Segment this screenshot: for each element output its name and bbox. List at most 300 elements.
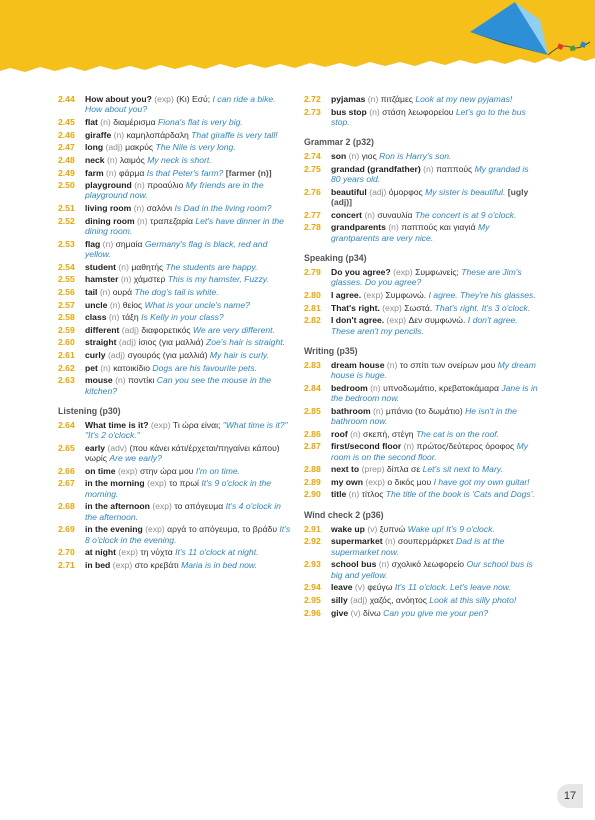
section-heading: Grammar 2 (p32) (304, 137, 374, 148)
vocabulary-entry (304, 164, 540, 185)
entry-word: different (85, 324, 120, 335)
entry-word: give (331, 607, 349, 618)
entry-word: tail (85, 286, 98, 297)
vocabulary-entry (58, 375, 294, 396)
vocabulary-entry (304, 187, 540, 208)
entry-example: I don't agree. These aren't my pencils. (331, 315, 518, 336)
entry-body (85, 142, 294, 152)
entry-translation: τίτλος (361, 489, 384, 500)
entry-body (331, 94, 540, 104)
entry-part-of-speech: (n) (118, 261, 129, 272)
entry-number: 2.91 (304, 523, 321, 534)
left-column (58, 94, 294, 573)
entry-body (85, 547, 294, 557)
entry-part-of-speech: (adj) (105, 142, 123, 153)
entry-example: Look at my new pyjamas! (415, 94, 513, 104)
vocabulary-entry (304, 360, 540, 381)
entry-word: farm (85, 167, 104, 178)
entry-example: My dream house is huge. (331, 359, 536, 381)
entry-translation: στο κρεβάτι (134, 559, 179, 570)
entry-number: 2.48 (58, 154, 75, 165)
right-column (304, 94, 540, 620)
vocabulary-entry (304, 94, 540, 104)
entry-number: 2.90 (304, 489, 321, 500)
entry-example: That's right. It's 3 o'clock. (434, 302, 531, 313)
entry-example: It's 8 o'clock in the evening. (85, 524, 291, 545)
entry-translation: ποντίκι (128, 375, 155, 386)
entry-translation: τη νύχτα (140, 547, 173, 558)
entry-body (85, 466, 294, 476)
entry-word: mouse (85, 375, 113, 386)
entry-word: pet (85, 362, 98, 373)
entry-word: uncle (85, 299, 108, 310)
vocabulary-entry (304, 210, 540, 220)
vocabulary-entry (58, 300, 294, 310)
entry-number: 2.74 (304, 151, 321, 162)
vocabulary-entry (58, 524, 294, 545)
entry-number: 2.85 (304, 405, 321, 416)
section-heading: Listening (p30) (58, 405, 121, 416)
entry-example: Our school bus is big and yellow. (331, 559, 533, 580)
page-number: 17 (557, 784, 583, 808)
entry-word: wake up (331, 523, 365, 534)
entry-body (331, 383, 540, 404)
entry-body (85, 560, 294, 570)
entry-word: class (85, 312, 107, 323)
entry-word: in the evening (85, 524, 143, 535)
entry-word: in the afternoon (85, 501, 150, 512)
vocabulary-entry (58, 142, 294, 152)
entry-translation: μακρύς (125, 142, 154, 153)
entry-translation: φάρμα (118, 167, 145, 178)
entry-example: Germany's flag is black, red and yellow. (85, 238, 268, 259)
entry-body (331, 477, 540, 487)
entry-translation: σαλόνι (146, 203, 173, 214)
vocabulary-entry (58, 337, 294, 347)
vocabulary-entry (304, 582, 540, 592)
entry-part-of-speech: (n) (133, 203, 145, 214)
entry-body (331, 595, 540, 605)
vocabulary-entry (58, 216, 294, 237)
entry-example: The students are happy. (165, 261, 258, 272)
entry-example: Let's have dinner in the dining room. (85, 215, 284, 237)
entry-example: My sister is beautiful. (425, 186, 506, 197)
entry-number: 2.92 (304, 536, 321, 547)
entry-word: at night (85, 547, 117, 558)
entry-body (331, 164, 540, 185)
entry-body (331, 608, 540, 618)
entry-number: 2.54 (58, 261, 75, 272)
entry-number: 2.60 (58, 337, 75, 348)
entry-part-of-speech: (n) (120, 274, 132, 285)
entry-part-of-speech: (exp) (363, 289, 384, 300)
section-heading: Speaking (p34) (304, 252, 367, 263)
entry-part-of-speech: (exp) (147, 478, 167, 489)
entry-example: Fiona's flat is very big. (158, 116, 243, 127)
entry-number: 2.78 (304, 222, 321, 233)
entry-body (331, 222, 540, 243)
entry-word: neck (85, 154, 105, 165)
vocabulary-entry (304, 267, 540, 288)
entry-word: concert (331, 209, 363, 220)
entry-part-of-speech: (n) (386, 359, 398, 370)
entry-translation: θείος (122, 299, 143, 310)
entry-translation: σγουρός (για μαλλιά) (127, 350, 208, 361)
entry-number: 2.62 (58, 362, 75, 373)
vocabulary-entry (304, 477, 540, 487)
entry-example: Are we early? (109, 453, 162, 464)
vocabulary-entry (58, 203, 294, 213)
entry-word: dream house (331, 359, 385, 370)
entry-body (85, 363, 294, 373)
vocabulary-entry (58, 350, 294, 360)
entry-part-of-speech: (n) (106, 154, 118, 165)
entry-part-of-speech: (exp) (386, 315, 407, 326)
entry-part-of-speech: (n) (348, 151, 360, 162)
entry-part-of-speech: (n) (364, 209, 375, 220)
entry-translation: Συμφωνώ. (385, 289, 427, 300)
entry-translation: τάξη (121, 312, 139, 323)
entry-translation: όμορφος (388, 186, 423, 197)
entry-example: What is your uncle's name? (144, 299, 250, 310)
entry-example: Dogs are his favourite pets. (152, 362, 258, 373)
vocabulary-entry (304, 464, 540, 474)
entry-part-of-speech: (v) (354, 582, 365, 593)
entry-translation: στάση λεωφορείου (382, 106, 454, 117)
entry-word: next to (331, 464, 360, 475)
entry-word: my own (331, 476, 363, 487)
entry-word: in bed (85, 559, 111, 570)
entry-part-of-speech: (exp) (150, 419, 171, 430)
entry-translation: ο δικός μου (387, 476, 432, 487)
entry-translation: Τι ώρα είναι; (172, 419, 221, 430)
entry-body (85, 524, 294, 545)
entry-body (331, 107, 540, 128)
vocabulary-entry (304, 222, 540, 243)
entry-word: silly (331, 594, 348, 605)
entry-word: first/second floor (331, 441, 402, 452)
entry-example: Wake up! It's 9 o'clock. (407, 523, 495, 534)
entry-part-of-speech: (n) (384, 536, 396, 547)
entry-number: 2.89 (304, 476, 321, 487)
entry-number: 2.73 (304, 106, 321, 117)
entry-translation: αργά το απόγευμα, το βράδυ (167, 524, 278, 535)
entry-number: 2.79 (304, 266, 321, 277)
entry-translation: (Κι) Εσύ; (176, 94, 211, 104)
entry-number: 2.77 (304, 209, 321, 220)
entry-word: student (85, 261, 117, 272)
vocabulary-entry (58, 130, 294, 140)
entry-translation: διαφορετικός (141, 324, 191, 335)
entry-part-of-speech: (n) (108, 312, 120, 323)
entry-translation: μπάνιο (το δωμάτιο) (385, 405, 463, 416)
vocabulary-entry (304, 303, 540, 313)
entry-part-of-speech: (exp) (145, 524, 165, 535)
entry-number: 2.76 (304, 186, 321, 197)
entry-word: flat (85, 116, 98, 127)
entry-number: 2.72 (304, 94, 321, 104)
entry-example: He isn't in the bathroom now. (331, 405, 517, 426)
entry-part-of-speech: (exp) (365, 476, 385, 487)
entry-body (331, 489, 540, 499)
entry-example: Let's go to the bus stop. (331, 106, 526, 127)
entry-example: Can you see the mouse in the kitchen? (85, 375, 271, 396)
entry-body (85, 180, 294, 201)
vocabulary-entry (58, 363, 294, 373)
vocabulary-entry (58, 239, 294, 260)
entry-part-of-speech: (exp) (382, 302, 402, 313)
entry-word: bathroom (331, 405, 371, 416)
entry-part-of-speech: (v) (367, 523, 378, 534)
entry-translation: λαιμός (119, 154, 145, 165)
entry-part-of-speech: (exp) (112, 559, 133, 570)
vocabulary-entry (304, 383, 540, 404)
entry-body (85, 300, 294, 310)
entry-part-of-speech: (n) (115, 375, 126, 386)
entry-part-of-speech: (prep) (361, 464, 385, 475)
entry-example: My friends are in the playground now. (85, 180, 264, 201)
entry-number: 2.61 (58, 350, 75, 361)
entry-example: I have got my own guitar! (433, 476, 530, 487)
entry-body (85, 420, 294, 441)
entry-example: These are Jim's glasses. Do you agree? (331, 266, 522, 288)
vocabulary-entry (58, 312, 294, 322)
entry-translation: καμηλοπάρδαλη (126, 129, 189, 140)
entry-number: 2.69 (58, 524, 75, 535)
entry-body (85, 325, 294, 335)
entry-part-of-speech: (n) (100, 116, 111, 127)
vocabulary-entry (58, 180, 294, 201)
vocabulary-entry (58, 274, 294, 284)
vocabulary-entry (304, 290, 540, 300)
entry-translation: (που κάνει κάτι/έρχεται/πηγαίνει κάπου) νωρίς (85, 442, 280, 464)
entry-word: dining room (85, 215, 135, 226)
vocabulary-entry (58, 420, 294, 441)
entry-number: 2.95 (304, 594, 321, 605)
vocabulary-entry (304, 429, 540, 439)
entry-part-of-speech: (adv) (107, 442, 128, 453)
entry-word: long (85, 142, 104, 153)
entry-example: Dad is at the supermarket now. (331, 536, 505, 557)
entry-example: I'm on time. (195, 465, 241, 476)
entry-number: 2.94 (304, 582, 321, 593)
entry-number: 2.63 (58, 375, 75, 386)
entry-part-of-speech: (exp) (117, 465, 138, 476)
entry-number: 2.68 (58, 501, 75, 512)
entry-word: curly (85, 350, 106, 361)
entry-number: 2.70 (58, 547, 75, 558)
entry-word: on time (85, 465, 116, 476)
vocabulary-entry (304, 315, 540, 336)
entry-part-of-speech: (n) (134, 180, 145, 191)
entry-translation: δίνω (363, 607, 381, 618)
entry-translation: Συμφωνείς; (415, 266, 459, 277)
vocabulary-entry (58, 117, 294, 127)
entry-part-of-speech: (adj) (369, 186, 387, 197)
entry-number: 2.65 (58, 442, 75, 453)
entry-example: My grantparents are very nice. (331, 222, 490, 243)
entry-word: I don't agree. (331, 315, 385, 326)
entry-number: 2.56 (58, 286, 75, 297)
entry-body (85, 337, 294, 347)
vocabulary-entry (58, 478, 294, 499)
entry-word: giraffe (85, 129, 112, 140)
entry-body (85, 117, 294, 127)
entry-number: 2.59 (58, 324, 75, 335)
entry-part-of-speech: (n) (370, 382, 381, 393)
entry-example: It's 11 o'clock. Let's leave now. (394, 582, 511, 593)
entry-body (331, 582, 540, 592)
entry-number: 2.58 (58, 312, 75, 323)
entry-example: My hair is curly. (209, 350, 269, 361)
entry-example: The dog's tail is white. (134, 286, 219, 297)
vocabulary-entry (58, 443, 294, 464)
entry-translation: ουρά (112, 286, 133, 297)
entry-example: My neck is short. (147, 154, 212, 165)
entry-translation: Δεν συμφωνώ. (408, 315, 466, 326)
entry-translation: φεύγω (367, 582, 393, 593)
entry-word: living room (85, 203, 132, 214)
entry-number: 2.82 (304, 315, 321, 326)
entry-body (85, 501, 294, 522)
entry-body (85, 94, 294, 115)
entry-translation: Σωστά. (404, 302, 433, 313)
entry-example: This is my hamster, Fuzzy. (167, 274, 269, 285)
entry-number: 2.86 (304, 428, 321, 439)
entry-body (85, 443, 294, 464)
entry-part-of-speech: (n) (350, 428, 361, 439)
entry-part-of-speech: (n) (348, 489, 360, 500)
vocabulary-entry (58, 94, 294, 115)
entry-example: My grandad is 80 years old. (331, 163, 529, 185)
entry-number: 2.57 (58, 299, 75, 310)
entry-number: 2.51 (58, 203, 75, 214)
entry-translation: σουπερμάρκετ (397, 536, 454, 547)
entry-body (85, 262, 294, 272)
entry-word: hamster (85, 274, 119, 285)
entry-word: pyjamas (331, 94, 366, 104)
entry-number: 2.81 (304, 302, 321, 313)
entry-translation: κατοικίδιο (113, 362, 150, 373)
entry-word: bedroom (331, 382, 368, 393)
vocabulary-entry (58, 287, 294, 297)
entry-translation: μαθητής (131, 261, 164, 272)
entry-example: That giraffe is very tall! (191, 129, 278, 140)
entry-related-word: [ugly (adj)] (331, 186, 529, 208)
entry-translation: στην ώρα μου (139, 465, 194, 476)
entry-body (85, 478, 294, 499)
entry-word: What time is it? (85, 419, 149, 430)
entry-body (331, 290, 540, 300)
entry-body (331, 187, 540, 208)
entry-example: Is that Peter's farm? (146, 167, 224, 178)
vocabulary-entry (58, 325, 294, 335)
entry-number: 2.46 (58, 129, 75, 140)
entry-example: My room is on the second floor. (331, 441, 529, 462)
entry-example: Is Dad in the living room? (174, 203, 272, 214)
entry-word: How about you? (85, 94, 152, 104)
section-heading: Writing (p35) (304, 345, 358, 356)
entry-body (331, 464, 540, 474)
section-heading: Wind check 2 (p36) (304, 509, 384, 520)
vocabulary-entry (58, 168, 294, 178)
entry-translation: σημαία (115, 238, 143, 249)
entry-number: 2.71 (58, 559, 75, 570)
entry-word: grandad (grandfather) (331, 163, 421, 174)
entry-part-of-speech: (n) (106, 167, 117, 178)
entry-example: I can ride a bike. How about you? (85, 94, 276, 115)
entry-example: Ron is Harry's son. (379, 151, 452, 162)
entry-number: 2.80 (304, 289, 321, 300)
entry-body (85, 130, 294, 140)
entry-example: We are very different. (192, 324, 275, 335)
entry-body (85, 312, 294, 322)
entry-translation: υπνοδωμάτιο, κρεβατοκάμαρα (383, 382, 499, 393)
vocabulary-entry (58, 262, 294, 272)
entry-part-of-speech: (n) (367, 94, 379, 104)
entry-part-of-speech: (n) (378, 559, 390, 570)
entry-example: It's 9 o'clock in the morning. (85, 478, 272, 499)
vocabulary-entry (304, 107, 540, 128)
entry-number: 2.52 (58, 215, 75, 226)
entry-translation: παππούς και γιαγιά (401, 222, 476, 233)
entry-example: It's 4 o'clock in the afternoon. (85, 501, 281, 522)
entry-translation: πρώτος/δεύτερος όροφος (416, 441, 515, 452)
entry-part-of-speech: (adj) (107, 350, 126, 361)
entry-part-of-speech: (v) (350, 607, 361, 618)
entry-number: 2.87 (304, 441, 321, 452)
entry-number: 2.49 (58, 167, 75, 178)
entry-translation: γιος (361, 151, 377, 162)
entry-translation: δίπλα σε (386, 464, 421, 475)
entry-number: 2.83 (304, 359, 321, 370)
vocabulary-entry (304, 441, 540, 462)
entry-word: beautiful (331, 186, 367, 197)
vocabulary-entry (58, 547, 294, 557)
entry-word: playground (85, 180, 132, 191)
entry-translation: πιτζάμες (380, 94, 413, 104)
entry-example: The title of the book is 'Cats and Dogs'. (385, 489, 535, 500)
entry-body (331, 360, 540, 381)
entry-example: It's 11 o'clock at night. (175, 547, 259, 558)
entry-body (85, 274, 294, 284)
entry-number: 2.96 (304, 607, 321, 618)
entry-word: grandparents (331, 222, 386, 233)
entry-body (331, 559, 540, 580)
entry-part-of-speech: (adj) (350, 594, 368, 605)
entry-example: "What time is it?" "It's 2 o'clock." (85, 419, 288, 441)
entry-word: I agree. (331, 289, 362, 300)
vocabulary-entry (304, 151, 540, 161)
entry-translation: παππούς (436, 163, 473, 174)
entry-body (331, 151, 540, 161)
entry-body (331, 536, 540, 557)
entry-part-of-speech: (exp) (154, 94, 174, 104)
entry-body (85, 350, 294, 360)
entry-part-of-speech: (n) (113, 129, 125, 140)
vocabulary-entry (304, 559, 540, 580)
entry-part-of-speech: (n) (100, 362, 111, 373)
entry-example: Can you give me your pen? (383, 607, 489, 618)
entry-example: Maria is in bed now. (181, 559, 258, 570)
vocabulary-entry (304, 489, 540, 499)
entry-part-of-speech: (exp) (393, 266, 413, 277)
entry-example: The Nile is very long. (155, 142, 236, 153)
entry-number: 2.50 (58, 180, 75, 191)
vocabulary-entry (304, 536, 540, 557)
entry-related-word: [farmer (n)] (225, 167, 272, 178)
entry-part-of-speech: (n) (369, 106, 380, 117)
